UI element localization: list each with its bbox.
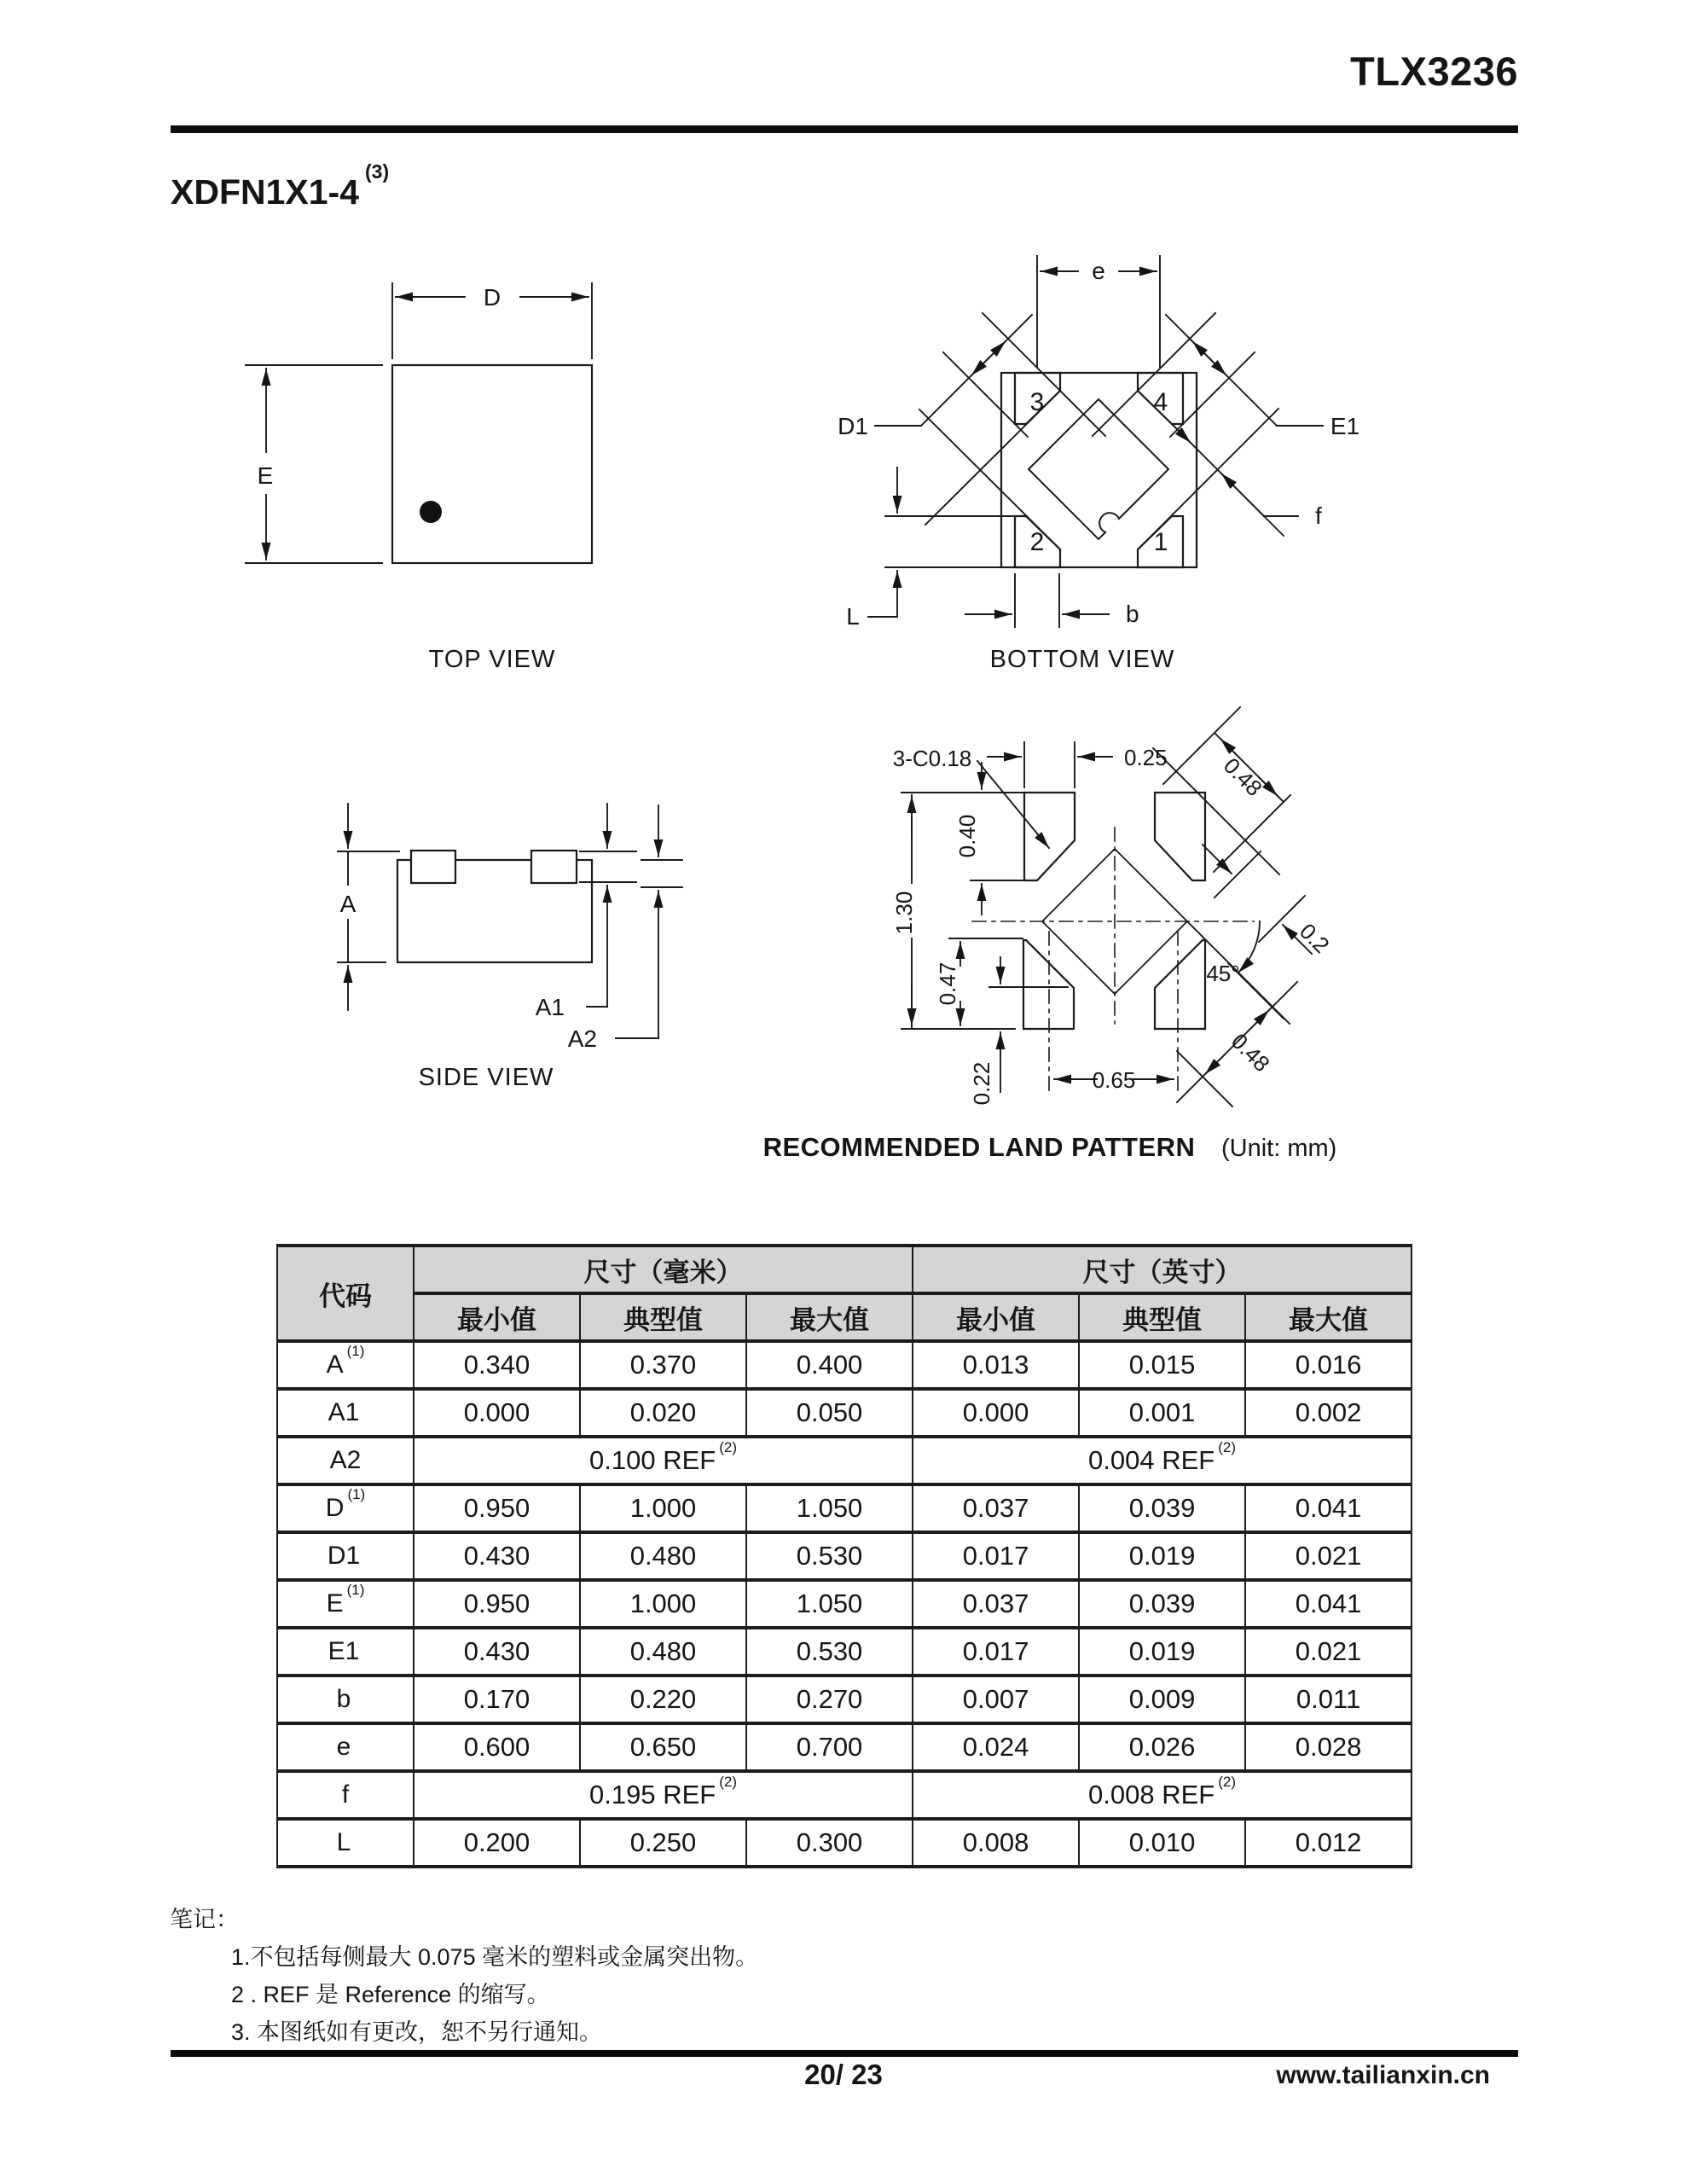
dim-d1-label: D1	[838, 413, 868, 439]
dim-d1-extensions	[943, 313, 1105, 437]
side-view-caption: SIDE VIEW	[418, 1064, 554, 1091]
dim-a-label: A	[339, 891, 357, 917]
chamfer-extension-lines	[919, 391, 1284, 549]
land-pad-top-left	[1024, 793, 1075, 880]
dim-130-label: 1.30	[891, 891, 917, 935]
table-row-b: b 0.170 0.220 0.270 0.007 0.009 0.011	[277, 1676, 1412, 1723]
side-view-drawing	[338, 804, 682, 1091]
page-number: 20/ 23	[804, 2059, 883, 2090]
dim-065-label: 0.65	[1092, 1067, 1136, 1093]
pin2-number: 2	[1029, 528, 1045, 556]
top-view-caption: TOP VIEW	[428, 646, 556, 673]
top-view-drawing	[246, 283, 592, 673]
subheader-inch-typ: 典型值	[1079, 1293, 1245, 1341]
dim-e-label: E	[257, 462, 274, 489]
dim-025-extensions	[1024, 742, 1075, 787]
table-row-E: E $^{(1)}$ 0.950 1.000 1.050 0.037 0.039 0.041	[277, 1580, 1412, 1628]
bottom-view-drawing	[838, 256, 1359, 673]
dim-e-pitch-label: e	[1092, 258, 1105, 284]
dim-025-label: 0.25	[1124, 745, 1168, 770]
chamfer-callout-label: 3-C0.18	[892, 746, 972, 771]
col-header-mm: 尺寸（毫米）	[414, 1246, 913, 1293]
notes-title: 笔记：	[170, 1907, 239, 1932]
package-drawings	[0, 239, 1687, 1228]
subheader-mm-typ: 典型值	[580, 1293, 746, 1341]
table-row-A2: A2 0.100 REF $^{(2)}$ 0.004 REF $^{(2)}$	[277, 1437, 1412, 1484]
table-row-D: D $^{(1)}$ 0.950 1.000 1.050 0.037 0.039 0.041	[277, 1484, 1412, 1532]
dim-048b-label: 0.48	[1226, 1028, 1275, 1077]
dim-d1-arrow-a	[971, 357, 989, 375]
dim-f-label: f	[1315, 502, 1322, 529]
pin3-number: 3	[1029, 388, 1045, 416]
side-pad-right	[531, 851, 577, 883]
table-row-A1: A1 0.000 0.020 0.050 0.000 0.001 0.002	[277, 1389, 1412, 1437]
subheader-mm-max: 最大值	[746, 1293, 913, 1341]
pin1-number: 1	[1153, 528, 1168, 556]
chamfer-callout-leader	[977, 761, 1049, 848]
footer-rule	[171, 2050, 1518, 2057]
land-pattern-unit: (Unit: mm)	[1221, 1135, 1337, 1162]
land-pad-bottom-right	[1155, 940, 1205, 1029]
pin4-number: 4	[1153, 388, 1168, 416]
note-item-1: 1.不包括每侧最大 0.075 毫米的塑料或金属突出物。	[231, 1944, 759, 1970]
dim-022-label: 0.22	[969, 1061, 994, 1106]
notes-section	[170, 1901, 758, 2051]
dim-b-extension-lines	[1015, 574, 1059, 627]
dim-048b-arrow-b	[1205, 1053, 1226, 1074]
note-item-3: 3. 本图纸如有更改，恕不另行通知。	[231, 2019, 603, 2045]
bottom-view-caption: BOTTOM VIEW	[989, 646, 1175, 673]
header-rule	[171, 125, 1518, 133]
land-pattern-caption: RECOMMENDED LAND PATTERN	[762, 1132, 1196, 1162]
dim-a2-label: A2	[567, 1025, 597, 1052]
pin1-marker-dot	[420, 501, 442, 523]
table-row-E1: E1 0.430 0.480 0.530 0.017 0.019 0.021	[277, 1628, 1412, 1676]
exposed-pad-diamond	[1029, 399, 1168, 539]
table-row-f: f 0.195 REF $^{(2)}$ 0.008 REF $^{(2)}$	[277, 1771, 1412, 1819]
website-url: www.tailianxin.cn	[1276, 2061, 1490, 2089]
dim-048b-arrow-a	[1248, 1010, 1269, 1031]
package-title-footnote: (3)	[365, 160, 390, 183]
dim-a1-a2-ticks	[580, 851, 682, 887]
package-title	[171, 160, 390, 212]
chamfer-arrow	[1170, 422, 1191, 443]
dim-040-label: 0.40	[954, 814, 980, 858]
dim-02-label: 0.2	[1294, 918, 1335, 959]
dim-l-extension-lines	[885, 516, 1013, 567]
dim-e1-arrow-b	[1192, 341, 1210, 359]
dim-a1-label: A1	[535, 994, 565, 1020]
subheader-inch-min: 最小值	[913, 1293, 1079, 1341]
top-view-body	[392, 365, 592, 563]
dim-048t-label: 0.48	[1218, 752, 1267, 802]
dim-d1-arrow-b	[988, 341, 1006, 359]
table-row-D1: D1 0.430 0.480 0.530 0.017 0.019 0.021	[277, 1532, 1412, 1580]
subheader-inch-max: 最大值	[1245, 1293, 1412, 1341]
table-row-A: A $^{(1)}$ 0.340 0.370 0.400 0.013 0.015 0.016	[277, 1341, 1412, 1389]
col-header-code: 代码	[277, 1246, 414, 1341]
dim-e1-arrow-a	[1209, 357, 1226, 375]
table-row-e: e 0.600 0.650 0.700 0.024 0.026 0.028	[277, 1723, 1412, 1771]
dim-d-label: D	[483, 284, 501, 311]
table-row-L: L 0.200 0.250 0.300 0.008 0.010 0.012	[277, 1819, 1412, 1867]
product-title: TLX3236	[1350, 49, 1518, 94]
land-pattern-drawing	[763, 707, 1337, 1162]
dim-l-label: L	[846, 603, 860, 630]
subheader-mm-min: 最小值	[414, 1293, 580, 1341]
dim-e1-label: E1	[1330, 413, 1360, 439]
dim-047-label: 0.47	[935, 961, 960, 1006]
dimensions-table	[276, 1244, 1412, 1868]
angle-45-arc	[1238, 921, 1260, 973]
side-pad-left	[411, 851, 455, 883]
angle-45-label: 45°	[1206, 961, 1240, 986]
col-header-inch: 尺寸（英寸）	[913, 1246, 1412, 1293]
package-name: XDFN1X1-4	[171, 172, 360, 212]
note-item-2: 2 . REF 是 Reference 的缩写。	[231, 1982, 550, 2007]
land-pad-top-right	[1155, 793, 1205, 880]
dim-f-arrow	[1221, 473, 1264, 516]
dim-b-label: b	[1126, 601, 1139, 627]
